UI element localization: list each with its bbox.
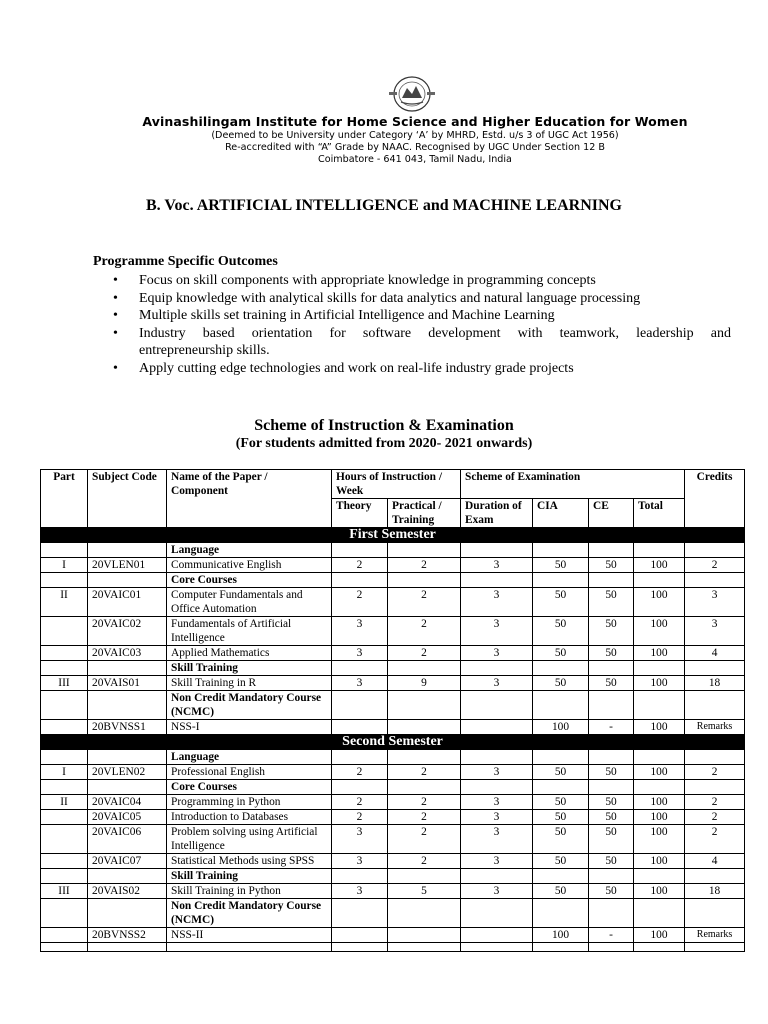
table-row: [41, 765, 745, 780]
header-duration: Duration of Exam: [461, 499, 533, 528]
category-row: [41, 661, 745, 676]
category-label: Language: [167, 543, 332, 558]
table-spacer-row: [41, 943, 745, 952]
header-hours: Hours of Instruction / Week: [332, 470, 461, 499]
cell-practical: 5: [388, 884, 461, 899]
cell-part: [41, 617, 88, 646]
category-row: [41, 899, 745, 928]
cell-duration: [461, 928, 533, 943]
cell-theory: 3: [332, 676, 388, 691]
cell-total: 100: [634, 646, 685, 661]
table-row: [41, 646, 745, 661]
cell-theory: 2: [332, 810, 388, 825]
cell-paper-name: Skill Training in Python: [167, 884, 332, 899]
cell-theory: [332, 928, 388, 943]
scheme-table: [40, 469, 745, 952]
category-label: Core Courses: [167, 780, 332, 795]
category-row: [41, 543, 745, 558]
cell-total: 100: [634, 825, 685, 854]
category-row: [41, 869, 745, 884]
cell-credits: 18: [685, 884, 745, 899]
cell-part: I: [41, 558, 88, 573]
category-label: Skill Training: [167, 869, 332, 884]
cell-credits: 4: [685, 854, 745, 869]
cell-total: 100: [634, 720, 685, 735]
cell-practical: 2: [388, 795, 461, 810]
cell-ce: 50: [589, 884, 634, 899]
cell-theory: 2: [332, 795, 388, 810]
institution-header: [130, 76, 700, 164]
cell-total: 100: [634, 558, 685, 573]
cell-part: III: [41, 884, 88, 899]
cell-duration: 3: [461, 765, 533, 780]
cell-credits: 2: [685, 765, 745, 780]
cell-ce: 50: [589, 617, 634, 646]
cell-cia: 50: [533, 646, 589, 661]
cell-cia: 50: [533, 854, 589, 869]
cell-credits: 2: [685, 825, 745, 854]
cell-cia: 50: [533, 588, 589, 617]
pso-heading: Programme Specific Outcomes: [93, 254, 278, 269]
cell-duration: [461, 720, 533, 735]
cell-total: 100: [634, 810, 685, 825]
cell-cia: 50: [533, 676, 589, 691]
cell-part: [41, 646, 88, 661]
cell-credits: 3: [685, 617, 745, 646]
cell-paper-name: Skill Training in R: [167, 676, 332, 691]
cell-subject-code: 20VLEN01: [88, 558, 167, 573]
cell-ce: 50: [589, 676, 634, 691]
scheme-subtitle: (For students admitted from 2020- 2021 onwards): [235, 436, 533, 451]
cell-credits: 2: [685, 558, 745, 573]
cell-theory: 2: [332, 558, 388, 573]
cell-paper-name: Statistical Methods using SPSS: [167, 854, 332, 869]
cell-duration: 3: [461, 617, 533, 646]
cell-cia: 100: [533, 720, 589, 735]
cell-cia: 50: [533, 884, 589, 899]
list-item: • Focus on skill components with appropriate knowledge in programming concepts: [113, 273, 596, 288]
cell-theory: 3: [332, 825, 388, 854]
list-item: • Industry based orientation for software development with teamwork, leadership and: [113, 325, 731, 341]
institution-name: Avinashilingam Institute for Home Science and Higher Education for Women: [142, 114, 688, 129]
header-theory: Theory: [332, 499, 388, 528]
cell-paper-name: Problem solving using Artificial Intelligence: [167, 825, 332, 854]
cell-practical: 2: [388, 810, 461, 825]
cell-subject-code: 20VAIC02: [88, 617, 167, 646]
header-practical: Practical / Training: [388, 499, 461, 528]
cell-cia: 50: [533, 825, 589, 854]
cell-ce: 50: [589, 646, 634, 661]
university-emblem-icon: [385, 76, 439, 112]
cell-practical: [388, 720, 461, 735]
cell-cia: 50: [533, 810, 589, 825]
cell-part: [41, 810, 88, 825]
cell-ce: 50: [589, 854, 634, 869]
table-row: [41, 825, 745, 854]
institution-status: (Deemed to be University under Category ‘A’ by MHRD, Estd. u/s 3 of UGC Act 1956): [211, 130, 619, 141]
cell-cia: 50: [533, 795, 589, 810]
category-row: [41, 573, 745, 588]
cell-total: 100: [634, 617, 685, 646]
cell-total: 100: [634, 795, 685, 810]
table-row: [41, 676, 745, 691]
category-label: Language: [167, 750, 332, 765]
cell-practical: 2: [388, 558, 461, 573]
cell-cia: 50: [533, 617, 589, 646]
semester-heading: Second Semester: [41, 735, 745, 750]
cell-paper-name: Fundamentals of Artificial Intelligence: [167, 617, 332, 646]
cell-part: [41, 854, 88, 869]
cell-paper-name: Computer Fundamentals and Office Automation: [167, 588, 332, 617]
cell-credits: 3: [685, 588, 745, 617]
cell-practical: [388, 928, 461, 943]
cell-part: II: [41, 795, 88, 810]
cell-duration: 3: [461, 810, 533, 825]
cell-duration: 3: [461, 795, 533, 810]
category-row: [41, 780, 745, 795]
cell-theory: 3: [332, 617, 388, 646]
cell-subject-code: 20VAIC07: [88, 854, 167, 869]
cell-ce: -: [589, 928, 634, 943]
cell-credits: 4: [685, 646, 745, 661]
header-subject-code: Subject Code: [88, 470, 167, 528]
list-item-continuation: entrepreneurship skills.: [139, 343, 270, 359]
table-row: [41, 795, 745, 810]
cell-duration: 3: [461, 588, 533, 617]
cell-practical: 2: [388, 854, 461, 869]
cell-subject-code: 20VLEN02: [88, 765, 167, 780]
cell-theory: [332, 720, 388, 735]
institution-address: Coimbatore - 641 043, Tamil Nadu, India: [318, 154, 512, 165]
pso-list: [113, 272, 731, 378]
scheme-title: Scheme of Instruction & Examination: [254, 417, 514, 434]
category-row: [41, 750, 745, 765]
table-row: [41, 588, 745, 617]
cell-paper-name: Professional English: [167, 765, 332, 780]
cell-practical: 9: [388, 676, 461, 691]
cell-ce: 50: [589, 810, 634, 825]
cell-subject-code: 20BVNSS1: [88, 720, 167, 735]
cell-duration: 3: [461, 558, 533, 573]
cell-ce: 50: [589, 588, 634, 617]
cell-duration: 3: [461, 676, 533, 691]
header-total: Total: [634, 499, 685, 528]
second-semester-row: [41, 735, 745, 750]
cell-total: 100: [634, 928, 685, 943]
header-credits: Credits: [685, 470, 745, 528]
header-paper-name: Name of the Paper / Component: [167, 470, 332, 528]
header-cia: CIA: [533, 499, 589, 528]
cell-credits: 2: [685, 810, 745, 825]
cell-subject-code: 20VAIC06: [88, 825, 167, 854]
list-item: • Multiple skills set training in Artificial Intelligence and Machine Learning: [113, 308, 555, 324]
cell-practical: 2: [388, 588, 461, 617]
cell-subject-code: 20VAIS01: [88, 676, 167, 691]
cell-duration: 3: [461, 825, 533, 854]
cell-part: I: [41, 765, 88, 780]
cell-theory: 3: [332, 854, 388, 869]
cell-practical: 2: [388, 825, 461, 854]
cell-practical: 2: [388, 646, 461, 661]
table-row: [41, 720, 745, 735]
cell-ce: 50: [589, 558, 634, 573]
cell-practical: 2: [388, 765, 461, 780]
cell-theory: 3: [332, 884, 388, 899]
cell-subject-code: 20VAIS02: [88, 884, 167, 899]
category-row: [41, 691, 745, 720]
cell-paper-name: Introduction to Databases: [167, 810, 332, 825]
cell-ce: -: [589, 720, 634, 735]
cell-subject-code: 20VAIC03: [88, 646, 167, 661]
cell-part: [41, 825, 88, 854]
cell-ce: 50: [589, 825, 634, 854]
cell-part: II: [41, 588, 88, 617]
first-semester-row: [41, 528, 745, 543]
table-row: [41, 810, 745, 825]
cell-paper-name: NSS-I: [167, 720, 332, 735]
table-header-row: [41, 470, 745, 499]
table-row: [41, 928, 745, 943]
cell-paper-name: Programming in Python: [167, 795, 332, 810]
cell-total: 100: [634, 854, 685, 869]
cell-ce: 50: [589, 765, 634, 780]
cell-part: [41, 720, 88, 735]
table-row: [41, 884, 745, 899]
cell-credits: 2: [685, 795, 745, 810]
cell-total: 100: [634, 588, 685, 617]
cell-subject-code: 20VAIC04: [88, 795, 167, 810]
cell-part: III: [41, 676, 88, 691]
cell-total: 100: [634, 884, 685, 899]
list-item: • Apply cutting edge technologies and work on real-life industry grade projects: [113, 360, 574, 376]
cell-cia: 50: [533, 558, 589, 573]
category-label: Non Credit Mandatory Course (NCMC): [167, 899, 332, 928]
header-exam-scheme: Scheme of Examination: [461, 470, 685, 499]
cell-credits: 18: [685, 676, 745, 691]
cell-subject-code: 20VAIC01: [88, 588, 167, 617]
cell-subject-code: 20BVNSS2: [88, 928, 167, 943]
header-ce: CE: [589, 499, 634, 528]
table-row: [41, 558, 745, 573]
cell-ce: 50: [589, 795, 634, 810]
table-row: [41, 854, 745, 869]
cell-subject-code: 20VAIC05: [88, 810, 167, 825]
cell-practical: 2: [388, 617, 461, 646]
cell-duration: 3: [461, 884, 533, 899]
cell-theory: 2: [332, 765, 388, 780]
institution-accreditation: Re-accredited with “A” Grade by NAAC. Recognised by UGC Under Section 12 B: [225, 142, 605, 153]
list-item: • Equip knowledge with analytical skills for data analytics and natural language processing: [113, 290, 641, 306]
cell-credits: Remarks: [685, 720, 745, 735]
cell-cia: 100: [533, 928, 589, 943]
category-label: Non Credit Mandatory Course (NCMC): [167, 691, 332, 720]
cell-duration: 3: [461, 646, 533, 661]
cell-paper-name: Communicative English: [167, 558, 332, 573]
cell-paper-name: Applied Mathematics: [167, 646, 332, 661]
cell-duration: 3: [461, 854, 533, 869]
category-label: Skill Training: [167, 661, 332, 676]
table-row: [41, 617, 745, 646]
cell-cia: 50: [533, 765, 589, 780]
cell-part: [41, 928, 88, 943]
cell-paper-name: NSS-II: [167, 928, 332, 943]
header-part: Part: [41, 470, 88, 528]
programme-title: B. Voc. ARTIFICIAL INTELLIGENCE and MACHINE LEARNING: [146, 197, 622, 214]
category-label: Core Courses: [167, 573, 332, 588]
cell-total: 100: [634, 676, 685, 691]
cell-total: 100: [634, 765, 685, 780]
semester-heading: First Semester: [41, 528, 745, 543]
cell-credits: Remarks: [685, 928, 745, 943]
cell-theory: 3: [332, 646, 388, 661]
cell-theory: 2: [332, 588, 388, 617]
